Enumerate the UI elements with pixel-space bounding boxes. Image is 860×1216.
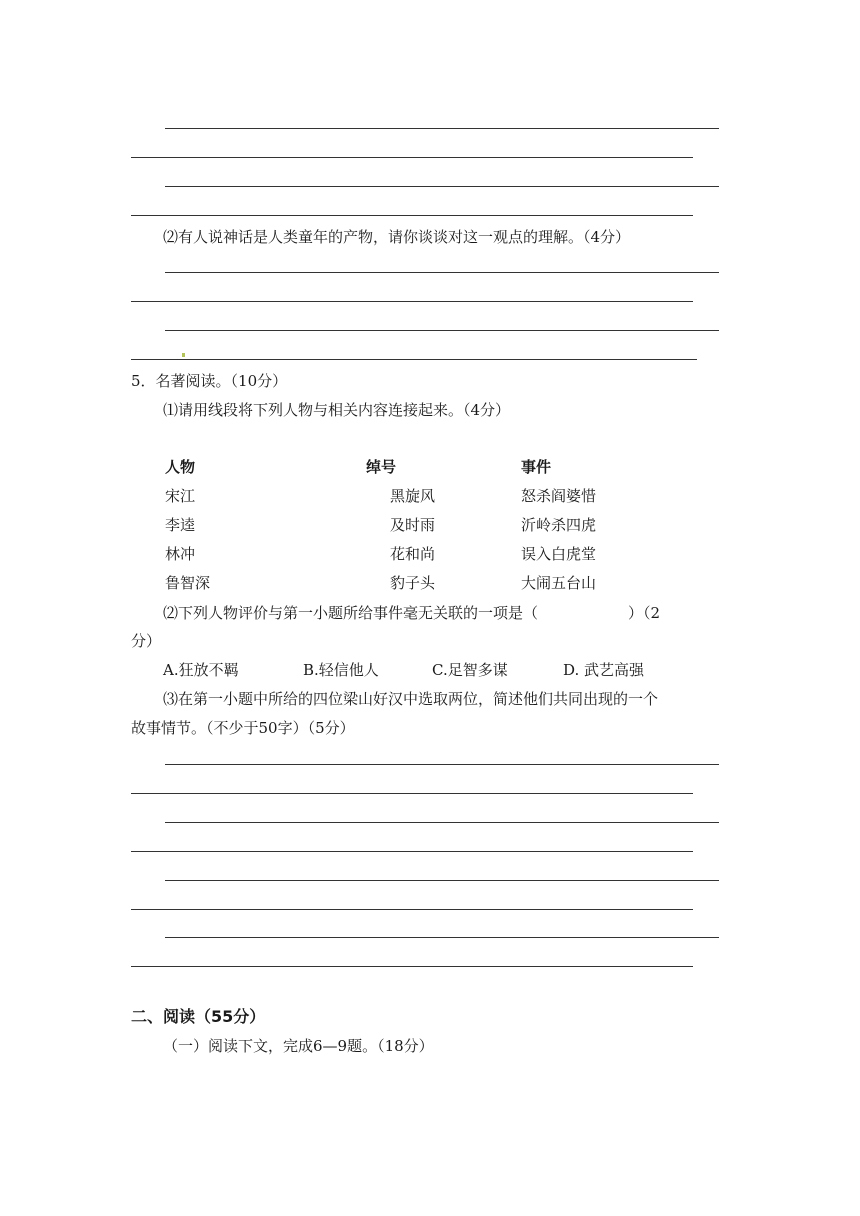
answer-line [131, 301, 693, 302]
option-d: D. 武艺高强 [563, 661, 645, 679]
person-cell: 李逵 [165, 516, 196, 534]
section-2-sub: （一）阅读下文，完成6—9题。（18分） [163, 1037, 434, 1055]
nickname-cell: 黑旋风 [390, 487, 436, 505]
person-cell: 鲁智深 [165, 574, 211, 592]
answer-line [165, 128, 719, 129]
option-b: B.轻信他人 [303, 661, 379, 679]
question-5-3-line1: ⑶在第一小题中所给的四位梁山好汉中选取两位，简述他们共同出现的一个 [163, 690, 659, 708]
option-c: C.足智多谋 [432, 661, 508, 679]
nickname-cell: 及时雨 [390, 516, 436, 534]
person-cell: 林冲 [165, 545, 196, 563]
answer-line [131, 793, 693, 794]
section-2-title: 二、阅读（55分） [131, 1007, 266, 1026]
answer-line [131, 966, 693, 967]
event-cell: 怒杀阎婆惜 [521, 487, 597, 505]
answer-line [165, 764, 719, 765]
question-5-3-line2: 故事情节。（不少于50字）（5分） [131, 719, 355, 737]
event-cell: 沂岭杀四虎 [521, 516, 597, 534]
question-5-2-line1: ⑵下列人物评价与第一小题所给事件毫无关联的一项是（ ）（2 [163, 604, 661, 622]
question-5-title: 5．名著阅读。（10分） [131, 372, 288, 390]
header-person: 人物 [165, 458, 196, 476]
nickname-cell: 豹子头 [390, 574, 436, 592]
answer-line [165, 330, 719, 331]
question-4-2: ⑵有人说神话是人类童年的产物，请你谈谈对这一观点的理解。（4分） [163, 228, 631, 246]
answer-line [131, 215, 693, 216]
answer-line [165, 186, 719, 187]
question-5-2-line2: 分） [131, 632, 162, 650]
header-nickname: 绰号 [366, 458, 397, 476]
option-a: A.狂放不羁 [163, 661, 239, 679]
answer-line [165, 880, 719, 881]
event-cell: 大闹五台山 [521, 574, 597, 592]
person-cell: 宋江 [165, 487, 196, 505]
stray-mark [182, 353, 185, 357]
answer-line [165, 822, 719, 823]
header-event: 事件 [521, 458, 552, 476]
nickname-cell: 花和尚 [390, 545, 436, 563]
answer-line [165, 272, 719, 273]
event-cell: 误入白虎堂 [521, 545, 597, 563]
question-5-1: ⑴请用线段将下列人物与相关内容连接起来。（4分） [163, 401, 511, 419]
answer-line [131, 909, 693, 910]
answer-line [131, 157, 693, 158]
answer-line [165, 937, 719, 938]
answer-line [131, 851, 693, 852]
answer-line [131, 359, 697, 360]
